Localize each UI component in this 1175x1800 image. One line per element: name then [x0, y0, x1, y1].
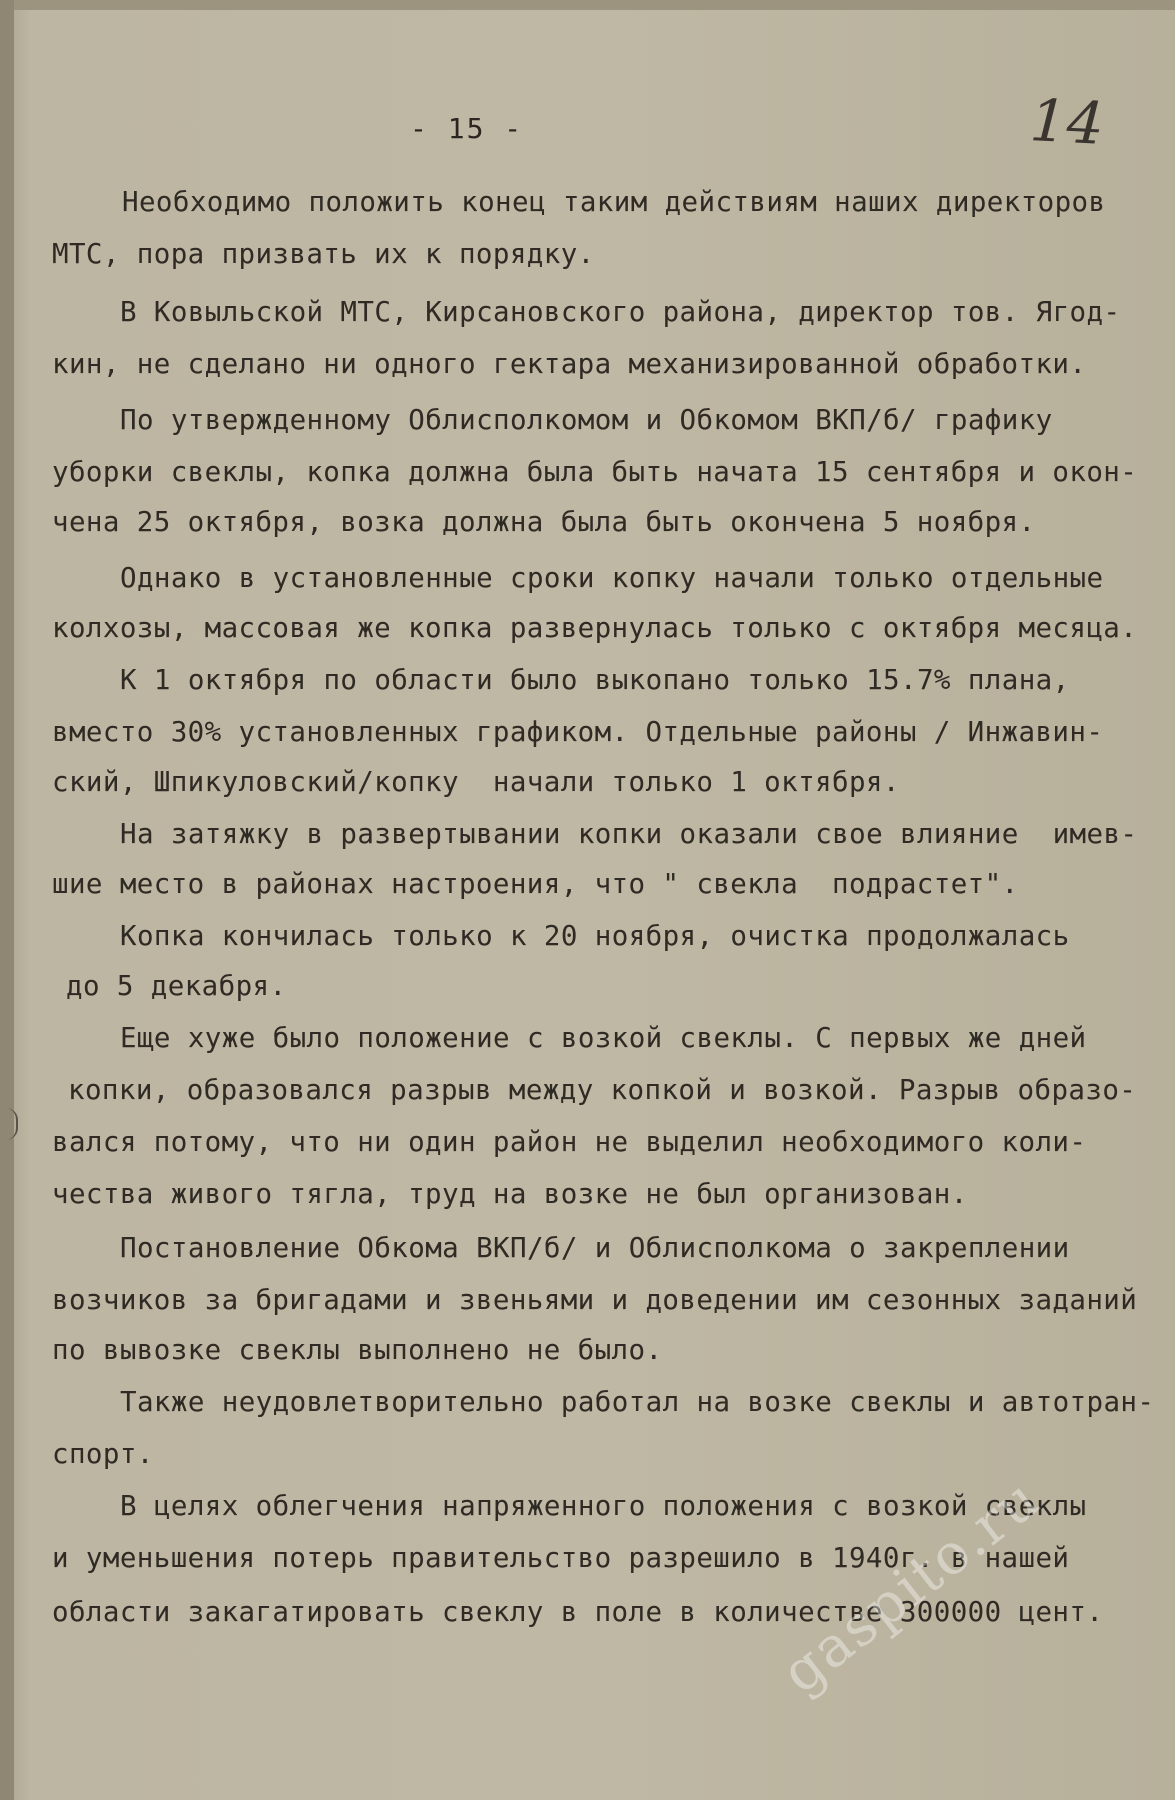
text-line: по вывозке свеклы выполнено не было.	[52, 1334, 663, 1366]
text-line: области закагатировать свеклу в поле в количестве 300000 цент.	[52, 1596, 1104, 1628]
page-binding-edge	[0, 0, 14, 1800]
text-line: На затяжку в развертывании копки оказали свое влияние имев-	[120, 818, 1138, 850]
text-line: чества живого тягла, труд на возке не был организован.	[52, 1178, 968, 1210]
watermark: gaspito.ru	[770, 1465, 1053, 1707]
text-line: К 1 октября по области было выкопано только 15.7% плана,	[120, 664, 1070, 696]
text-line: колхозы, массовая же копка развернулась только с октября месяца.	[52, 612, 1138, 644]
text-line: и уменьшения потерь правительство разрешило в 1940г. в нашей	[52, 1542, 1070, 1574]
text-line: Еще хуже было положение с возкой свеклы. С первых же дней	[120, 1022, 1087, 1054]
text-line: возчиков за бригадами и звеньями и доведении им сезонных заданий	[52, 1284, 1138, 1316]
page-top-edge	[0, 0, 1175, 10]
text-line: шие место в районах настроения, что " свекла подрастет".	[52, 868, 1019, 900]
text-line: кин, не сделано ни одного гектара механизированной обработки.	[52, 348, 1087, 380]
text-line: В Ковыльской МТС, Кирсановского района, директор тов. Ягод-	[120, 296, 1121, 328]
text-line: Необходимо положить конец таким действиям наших директоров	[122, 186, 1106, 218]
text-line: ский, Шпикуловский/копку начали только 1 октября.	[52, 766, 900, 798]
page-number: - 15 -	[410, 112, 524, 145]
text-line: до 5 декабря.	[66, 970, 287, 1002]
text-line: По утвержденному Облисполкомом и Обкомом ВКП/б/ графику	[120, 404, 1053, 436]
text-line: Однако в установленные сроки копку начали только отдельные	[120, 562, 1104, 594]
text-line: чена 25 октября, возка должна была быть окончена 5 ноября.	[52, 506, 1036, 538]
archive-number: 14	[1028, 86, 1106, 158]
text-line: копки, образовался разрыв между копкой и возкой. Разрыв образо-	[68, 1074, 1137, 1106]
text-line: В целях облегчения напряженного положения с возкой свеклы	[120, 1490, 1087, 1522]
text-line: вместо 30% установленных графиком. Отдельные районы / Инжавин-	[52, 716, 1104, 748]
text-line: Копка кончилась только к 20 ноября, очистка продолжалась	[120, 920, 1070, 952]
text-line: МТС, пора призвать их к порядку.	[52, 238, 595, 270]
text-line: Постановление Обкома ВКП/б/ и Облисполкома о закреплении	[120, 1232, 1070, 1264]
text-line: вался потому, что ни один район не выделил необходимого коли-	[52, 1126, 1087, 1158]
text-line: уборки свеклы, копка должна была быть начата 15 сентября и окон-	[52, 456, 1138, 488]
text-line: спорт.	[52, 1438, 154, 1470]
margin-mark	[2, 1108, 18, 1140]
text-line: Также неудовлетворительно работал на возке свеклы и автотран-	[120, 1386, 1155, 1418]
